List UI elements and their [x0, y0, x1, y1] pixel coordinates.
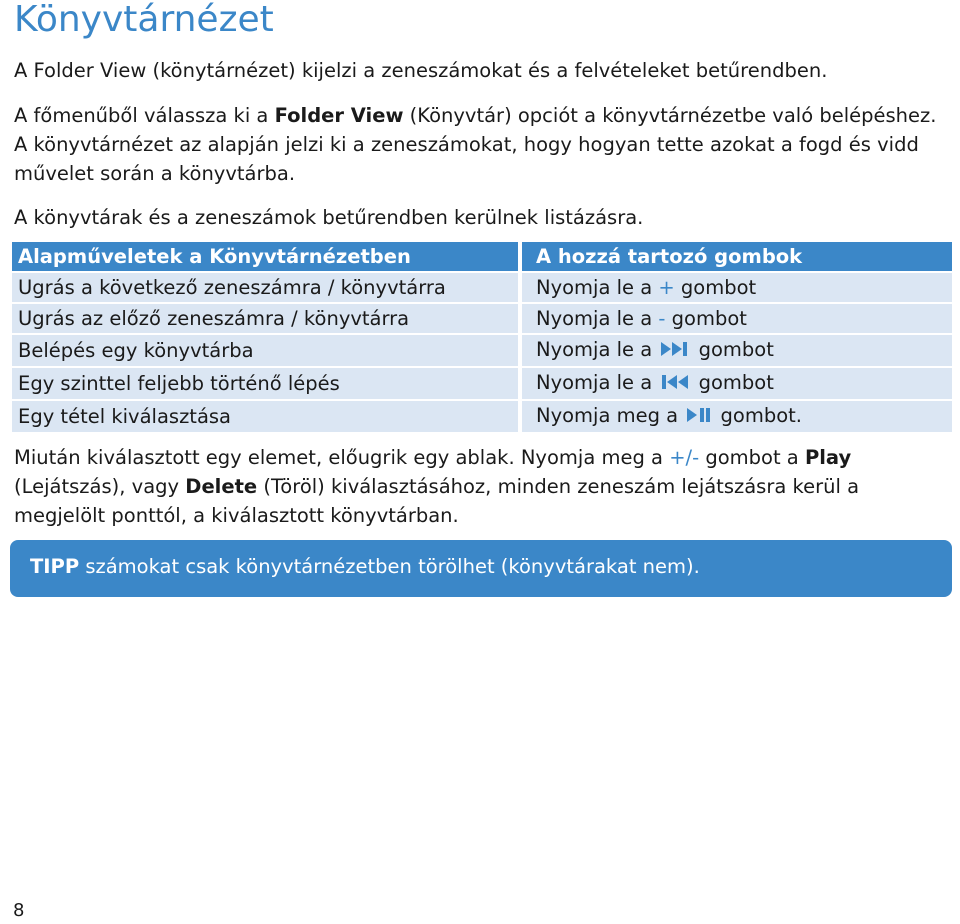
intro-paragraph: A Folder View (könytárnézet) kijelzi a zeneszámokat és a felvételeket betűrendben.: [14, 59, 828, 82]
p2-text-pre: A főmenűből válassza ki a: [14, 104, 275, 127]
p4-text-d: (Töröl) kiválasztásához, minden zeneszám lejátszásra kerül a megjelölt ponttól, a kiválasztott könyvtárban.: [14, 475, 860, 527]
page-title: Könyvtárnézet: [14, 0, 274, 40]
row-button-post: gombot: [665, 307, 747, 330]
row-button: [522, 401, 952, 432]
row-button: [522, 304, 952, 333]
tip-label: TIPP: [30, 555, 80, 578]
tip-box: [10, 540, 952, 597]
plus-minus-symbol: +/-: [669, 446, 700, 469]
table-row: [12, 273, 952, 302]
row-action: Egy tétel kiválasztása: [12, 401, 522, 432]
row-button-pre: Nyomja le a: [536, 338, 659, 361]
p2-text-post: (Könyvtár) opciót a könyvtárnézetbe való belépéshez. A könyvtárnézet az alapján jelzi ki a zeneszámokat, hogy hogyan tette azokat a fogd és vidd művelet során a könyvtárba.: [14, 104, 937, 185]
row-button-post: gombot.: [714, 404, 802, 427]
sorting-paragraph: A könyvtárak és a zeneszámok betűrendben kerülnek listázásra.: [14, 206, 644, 229]
row-button-pre: Nyomja meg a: [536, 404, 685, 427]
folder-view-paragraph: [14, 101, 944, 188]
delete-term: Delete: [185, 475, 258, 498]
operations-table: [12, 240, 952, 434]
row-button-pre: Nyomja le a: [536, 307, 659, 330]
table-row: [12, 335, 952, 366]
table-row: [12, 368, 952, 399]
plus-symbol: +: [658, 276, 675, 299]
header-operations: Alapműveletek a Könyvtárnézetben: [12, 242, 522, 271]
play-term: Play: [804, 446, 852, 469]
header-buttons: A hozzá tartozó gombok: [522, 242, 952, 271]
play-pause-icon: [686, 403, 712, 432]
row-action: Ugrás a következő zeneszámra / könyvtárra: [12, 273, 522, 302]
row-button-pre: Nyomja le a: [536, 276, 659, 299]
tip-content: [30, 553, 700, 581]
row-button-post: gombot: [674, 276, 757, 299]
table-row: [12, 304, 952, 333]
row-button-post: gombot: [692, 338, 774, 361]
p4-text-b: gombot a: [699, 446, 805, 469]
minus-symbol: -: [658, 307, 666, 330]
row-button: [522, 335, 952, 366]
folder-view-term: Folder View: [274, 104, 404, 127]
tip-text: számokat csak könyvtárnézetben törölhet (könyvtárakat nem).: [79, 555, 700, 578]
row-button: [522, 368, 952, 399]
row-button: [522, 273, 952, 302]
row-action: Belépés egy könyvtárba: [12, 335, 522, 366]
table-row: [12, 401, 952, 432]
p4-text-a: Miután kiválasztott egy elemet, előugrik egy ablak. Nyomja meg a: [14, 446, 670, 469]
skip-back-icon: [660, 370, 690, 399]
selection-paragraph: [14, 443, 944, 530]
p4-text-c: (Lejátszás), vagy: [14, 475, 186, 498]
row-button-pre: Nyomja le a: [536, 371, 659, 394]
skip-forward-icon: [660, 337, 690, 366]
row-button-post: gombot: [692, 371, 774, 394]
table-header-row: [12, 242, 952, 271]
page-number: 8: [13, 900, 25, 921]
row-action: Egy szinttel feljebb történő lépés: [12, 368, 522, 399]
row-action: Ugrás az előző zeneszámra / könyvtárra: [12, 304, 522, 333]
